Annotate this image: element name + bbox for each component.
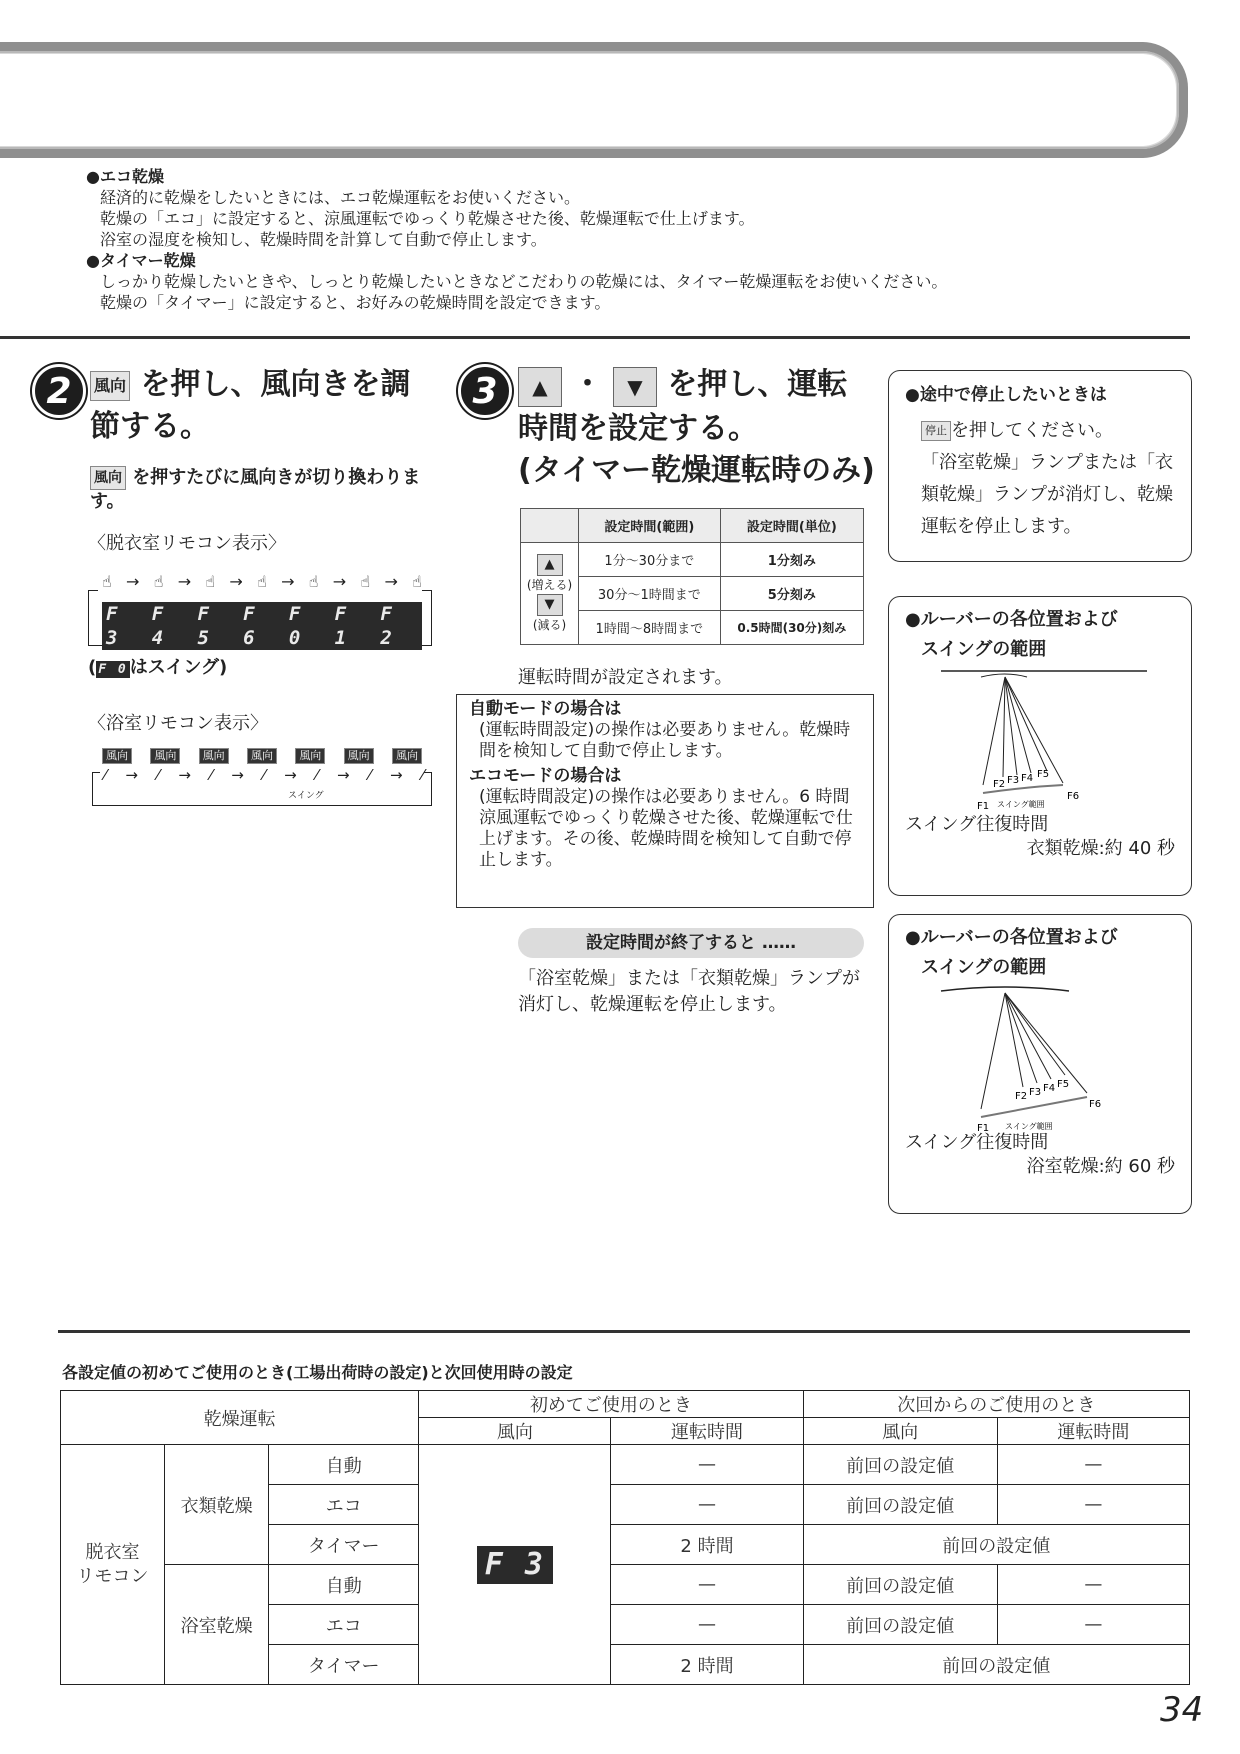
step-3-title-2: 時間を設定する。 xyxy=(518,411,758,446)
swing-range-label: スイング範囲 xyxy=(997,800,1045,809)
next-time-cell: — xyxy=(997,1445,1189,1485)
mode-cell: タイマー xyxy=(269,1645,419,1685)
next-dir-cell: 前回の設定値 xyxy=(803,1565,997,1605)
pos-F1: F1 xyxy=(977,1123,990,1134)
swing-note: ( F 0 はスイング) xyxy=(88,657,228,678)
mode-cell: エコ xyxy=(269,1485,419,1525)
eco-line-3: 浴室の湿度を検知し、乾燥時間を計算して自動で停止します。 xyxy=(100,230,547,249)
next-dir-cell: 前回の設定値 xyxy=(803,1605,997,1645)
time-cell: 2 時間 xyxy=(611,1645,803,1685)
pos-F1: F1 xyxy=(977,801,990,812)
pos-F5: F5 xyxy=(1037,769,1050,780)
louver-heading-1: ●ルーバーの各位置および xyxy=(905,609,1118,630)
lcd-code: F 0 xyxy=(285,602,331,650)
louver-angle-icon: ⁄ xyxy=(421,766,424,784)
header-unit: 設定時間(単位) xyxy=(720,509,863,543)
next-time-cell: — xyxy=(997,1605,1189,1645)
header-next-time: 運転時間 xyxy=(997,1418,1189,1445)
louver-angle-icon: ⁄ xyxy=(104,766,107,784)
remote-cell: 脱衣室 リモコン xyxy=(61,1445,165,1685)
next-time-cell: — xyxy=(997,1485,1189,1525)
timer-line-1: しっかり乾燥したいときや、しっとり乾燥したいときなどこだわりの乾燥には、タイマー乾燥運転をお使いください。 xyxy=(100,272,948,291)
eco-heading: ●エコ乾燥 xyxy=(86,167,164,186)
header-first-time: 運転時間 xyxy=(611,1418,803,1445)
louver-box-clothes xyxy=(888,596,1192,896)
eco-line-2: 乾燥の「エコ」に設定すると、涼風運転でゆっくり乾燥させた後、乾燥運転で仕上げます。 xyxy=(100,209,755,228)
wind-direction-key-icon: 風向 xyxy=(90,371,130,401)
louver-angle-icon: ⁄ xyxy=(209,766,213,784)
mode-cell: タイマー xyxy=(269,1525,419,1565)
next-dir-cell: 前回の設定値 xyxy=(803,1485,997,1525)
step-2-number: 2 xyxy=(32,364,86,418)
time-cell: — xyxy=(611,1565,803,1605)
bath-key-icon: 風向 xyxy=(102,748,132,764)
lcd-code: F 4 xyxy=(148,602,194,650)
page-number: 34 xyxy=(1160,1690,1204,1730)
swing-time-label: スイング往復時間 xyxy=(905,1132,1049,1153)
step-2-desc: 風向 を押すたびに風向きが切り換わります。 xyxy=(90,467,421,512)
bath-key-icon: 風向 xyxy=(295,748,325,764)
swing-small-label: スイング xyxy=(288,791,324,801)
stop-heading: ●途中で停止したいときは xyxy=(905,385,1107,405)
unit-cell: 5分刻み xyxy=(720,577,863,611)
louver-angle-icon: ⁄ xyxy=(315,766,319,784)
louver-angle-icon: ⁄ xyxy=(368,766,372,784)
timer-heading: ●タイマー乾燥 xyxy=(86,251,196,270)
lcd-code: F 3 xyxy=(102,602,148,650)
step-3-title-3: (タイマー乾燥運転時のみ) xyxy=(518,453,875,488)
settings-table-heading: 各設定値の初めてご使用のとき(工場出荷時の設定)と次回使用時の設定 xyxy=(62,1363,573,1382)
unit-cell: 1分刻み xyxy=(720,543,863,577)
header-first-dir: 風向 xyxy=(419,1418,611,1445)
up-label: (増える) xyxy=(526,577,573,592)
up-arrow-key-icon: ▲ xyxy=(518,367,562,407)
mode-cell: 自動 xyxy=(269,1565,419,1605)
range-cell: 1時間〜8時間まで xyxy=(579,611,721,645)
wind-direction-key-icon-small: 風向 xyxy=(90,466,126,490)
stop-text-2: 「浴室乾燥」ランプまたは「衣類乾燥」ランプが消灯し、乾燥運転を停止します。 xyxy=(921,452,1173,537)
header-next-dir: 風向 xyxy=(803,1418,997,1445)
bath-cell: 浴室乾燥 xyxy=(165,1565,269,1685)
press-hand-icon: ☝ xyxy=(205,572,216,591)
next-merged-cell: 前回の設定値 xyxy=(803,1525,1189,1565)
time-cell: — xyxy=(611,1445,803,1485)
header-next: 次回からのご使用のとき xyxy=(803,1391,1189,1418)
swing-diagram-bath xyxy=(905,985,1175,1135)
step-2-title: 風向 を押し、風向きを調 節する。 xyxy=(90,367,411,444)
pos-F3: F3 xyxy=(1029,1087,1042,1098)
end-label: 設定時間が終了すると …… xyxy=(518,928,864,958)
time-cell: — xyxy=(611,1605,803,1645)
swing-range-label: スイング範囲 xyxy=(1005,1122,1053,1131)
range-cell: 1分〜30分まで xyxy=(579,543,721,577)
header-bar xyxy=(0,42,1188,158)
dressing-remote-label: 〈脱衣室リモコン表示〉 xyxy=(88,533,286,554)
down-arrow-icon: ▼ xyxy=(537,594,563,616)
up-arrow-icon: ▲ xyxy=(537,554,563,576)
press-hand-icon: ☝ xyxy=(153,572,164,591)
bath-remote-diagram: 風向 風向 風向 風向 風向 風向 風向 ⁄ → ⁄ → ⁄ → ⁄ → ⁄ → ⁄ → ⁄ スイング xyxy=(92,748,432,808)
pos-F4: F4 xyxy=(1021,773,1034,784)
lcd-code: F 2 xyxy=(376,602,422,650)
eco-mode-heading: エコモードの場合は xyxy=(469,766,622,786)
next-dir-cell: 前回の設定値 xyxy=(803,1445,997,1485)
swing-code: F 0 xyxy=(98,662,128,677)
lcd-code: F 1 xyxy=(331,602,377,650)
press-hand-icon: ☝ xyxy=(257,572,267,591)
clothes-cell: 衣類乾燥 xyxy=(165,1445,269,1565)
pos-F2: F2 xyxy=(1015,1091,1028,1102)
down-arrow-key-icon: ▼ xyxy=(613,367,657,407)
louver-heading-1: ●ルーバーの各位置および xyxy=(905,927,1118,948)
time-cell: — xyxy=(611,1485,803,1525)
step-3-title: ▲ ・ ▼ を押し、運転 xyxy=(518,364,874,407)
press-hand-icon: ☝ xyxy=(102,572,112,591)
settings-table xyxy=(60,1390,1190,1685)
pos-F4: F4 xyxy=(1043,1083,1056,1094)
lcd-code: F 5 xyxy=(193,602,239,650)
louver-box-bath xyxy=(888,914,1192,1214)
mode-cell: エコ xyxy=(269,1605,419,1645)
end-text: 「浴室乾燥」または「衣類乾燥」ランプが消灯し、乾燥運転を停止します。 xyxy=(518,968,860,1015)
clothes-swing-time: 衣類乾燥:約 40 秒 xyxy=(1026,838,1175,859)
range-cell: 30分〜1時間まで xyxy=(579,577,721,611)
pos-F6: F6 xyxy=(1089,1099,1102,1110)
next-time-cell: — xyxy=(997,1565,1189,1605)
mode-note-box xyxy=(456,694,874,908)
bath-remote-label: 〈浴室リモコン表示〉 xyxy=(88,713,268,734)
header-op: 乾燥運転 xyxy=(61,1391,419,1445)
pos-F5: F5 xyxy=(1057,1079,1070,1090)
bottom-divider xyxy=(58,1330,1190,1333)
timer-line-2: 乾燥の「タイマー」に設定すると、お好みの乾燥時間を設定できます。 xyxy=(100,293,611,312)
swing-time-label: スイング往復時間 xyxy=(905,814,1049,835)
auto-mode-heading: 自動モードの場合は xyxy=(469,699,622,719)
intro-section xyxy=(86,166,1166,313)
auto-mode-text: (運転時間設定)の操作は必要ありません。乾燥時間を検知して自動で停止します。 xyxy=(479,720,851,761)
stop-key-icon: 停止 xyxy=(921,421,951,441)
time-cell: 2 時間 xyxy=(611,1525,803,1565)
eco-mode-text: (運転時間設定)の操作は必要ありません。6 時間涼風運転でゆっくり乾燥させた後、乾燥運転で仕上げます。その後、乾燥時間を検知して自動で停止します。 xyxy=(479,787,853,870)
set-done-text: 運転時間が設定されます。 xyxy=(518,667,733,688)
lcd-code: F 6 xyxy=(239,602,285,650)
header-first: 初めてご使用のとき xyxy=(419,1391,803,1418)
unit-cell: 0.5時間(30分)刻み xyxy=(720,611,863,645)
louver-heading-2: スイングの範囲 xyxy=(921,639,1047,660)
bath-key-icon: 風向 xyxy=(344,748,374,764)
stop-text-1: を押してください。 xyxy=(951,420,1113,441)
section-divider xyxy=(0,336,1190,339)
pos-F6: F6 xyxy=(1067,791,1080,802)
pos-F3: F3 xyxy=(1007,775,1020,786)
pos-F2: F2 xyxy=(993,779,1006,790)
louver-angle-icon: ⁄ xyxy=(156,766,160,784)
header-range: 設定時間(範囲) xyxy=(579,509,721,543)
louver-heading-2: スイングの範囲 xyxy=(921,957,1047,978)
step-3-number: 3 xyxy=(458,364,512,418)
first-dir-cell xyxy=(419,1445,611,1685)
lcd-code-f3: F 3 xyxy=(477,1546,553,1584)
swing-diagram-clothes xyxy=(905,667,1175,817)
mode-cell: 自動 xyxy=(269,1445,419,1485)
stop-box xyxy=(888,370,1192,562)
press-hand-icon: ☝ xyxy=(360,572,371,591)
next-merged-cell: 前回の設定値 xyxy=(803,1645,1189,1685)
down-label: (減る) xyxy=(532,617,567,632)
time-setting-table xyxy=(520,508,864,645)
eco-line-1: 経済的に乾燥をしたいときには、エコ乾燥運転をお使いください。 xyxy=(100,188,581,207)
bath-key-icon: 風向 xyxy=(199,748,229,764)
bath-key-icon: 風向 xyxy=(247,748,277,764)
bath-key-icon: 風向 xyxy=(392,748,422,764)
press-hand-icon: ☝ xyxy=(412,572,422,591)
press-hand-icon: ☝ xyxy=(308,572,319,591)
louver-angle-icon: ⁄ xyxy=(262,766,266,784)
bath-key-icon: 風向 xyxy=(150,748,180,764)
bath-swing-time: 浴室乾燥:約 60 秒 xyxy=(1026,1156,1175,1177)
dressing-remote-diagram: ☝ → ☝ → ☝ → ☝ → ☝ → ☝ → ☝ F 3 F 4 F 5 F 6 F 0 F 1 F 2 xyxy=(88,570,432,648)
